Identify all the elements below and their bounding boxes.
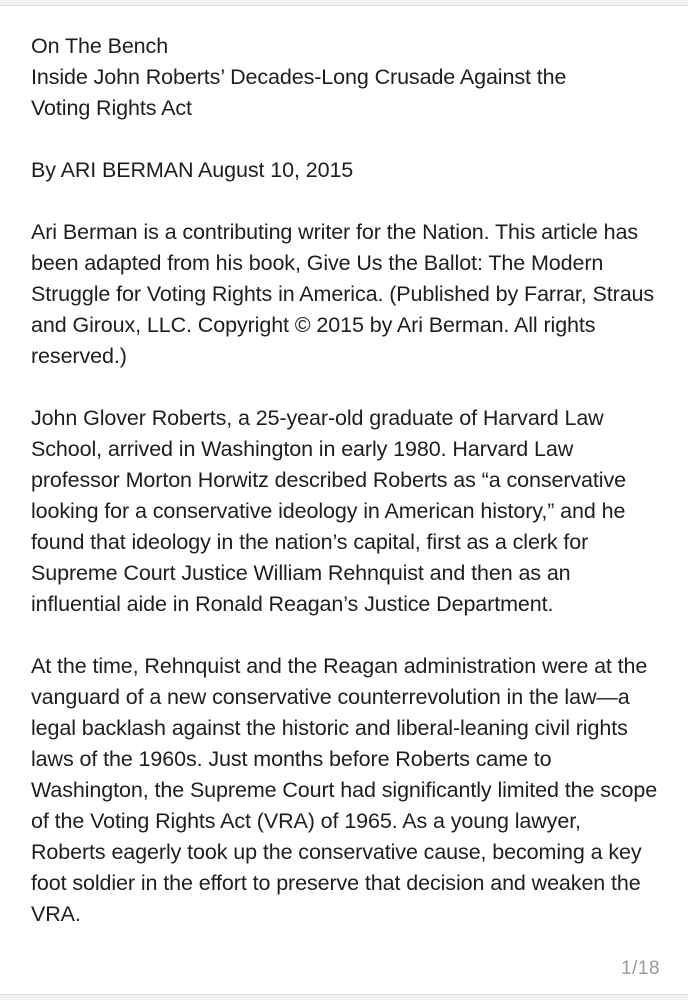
headline-line-2: Voting Rights Act: [31, 96, 192, 120]
article-title: [31, 31, 661, 124]
section-label: On The Bench: [31, 34, 169, 58]
headline-line-1: Inside John Roberts’ Decades-Long Crusade Against the: [31, 65, 567, 89]
byline: By ARI BERMAN August 10, 2015: [31, 158, 354, 182]
page-counter: 1/18: [621, 958, 660, 979]
document-body: [31, 31, 661, 961]
paragraph-2: At the time, Rehnquist and the Reagan administration were at the vanguard of a new conservative counterrevolution in the law—a legal backlash against the historic and liberal-leaning civil rights laws of the 1960s. Just months before Roberts came to Washington, the Supreme Court had significantly limited the scope of the Voting Rights Act (VRA) of 1965. As a young lawyer, Roberts eagerly took up the conservative cause, becoming a key foot soldier in the effort to preserve that decision and weaken the VRA.: [31, 654, 658, 926]
paragraph-author-note: Ari Berman is a contributing writer for the Nation. This article has been adapted from his book, Give Us the Ballot: The Modern Struggle for Voting Rights in America. (Published by Farrar, Straus and Giroux, LLC. Copyright © 2015 by Ari Berman. All rights reserved.): [31, 220, 655, 368]
document-page[interactable]: [0, 5, 688, 995]
paragraph-1: John Glover Roberts, a 25-year-old graduate of Harvard Law School, arrived in Washington in early 1980. Harvard Law professor Morton Horwitz described Roberts as “a conservative looking for a conservative ideology in American history,” and he found that ideology in the nation’s capital, first as a clerk for Supreme Court Justice William Rehnquist and then as an influential aide in Ronald Reagan’s Justice Department.: [31, 406, 626, 616]
